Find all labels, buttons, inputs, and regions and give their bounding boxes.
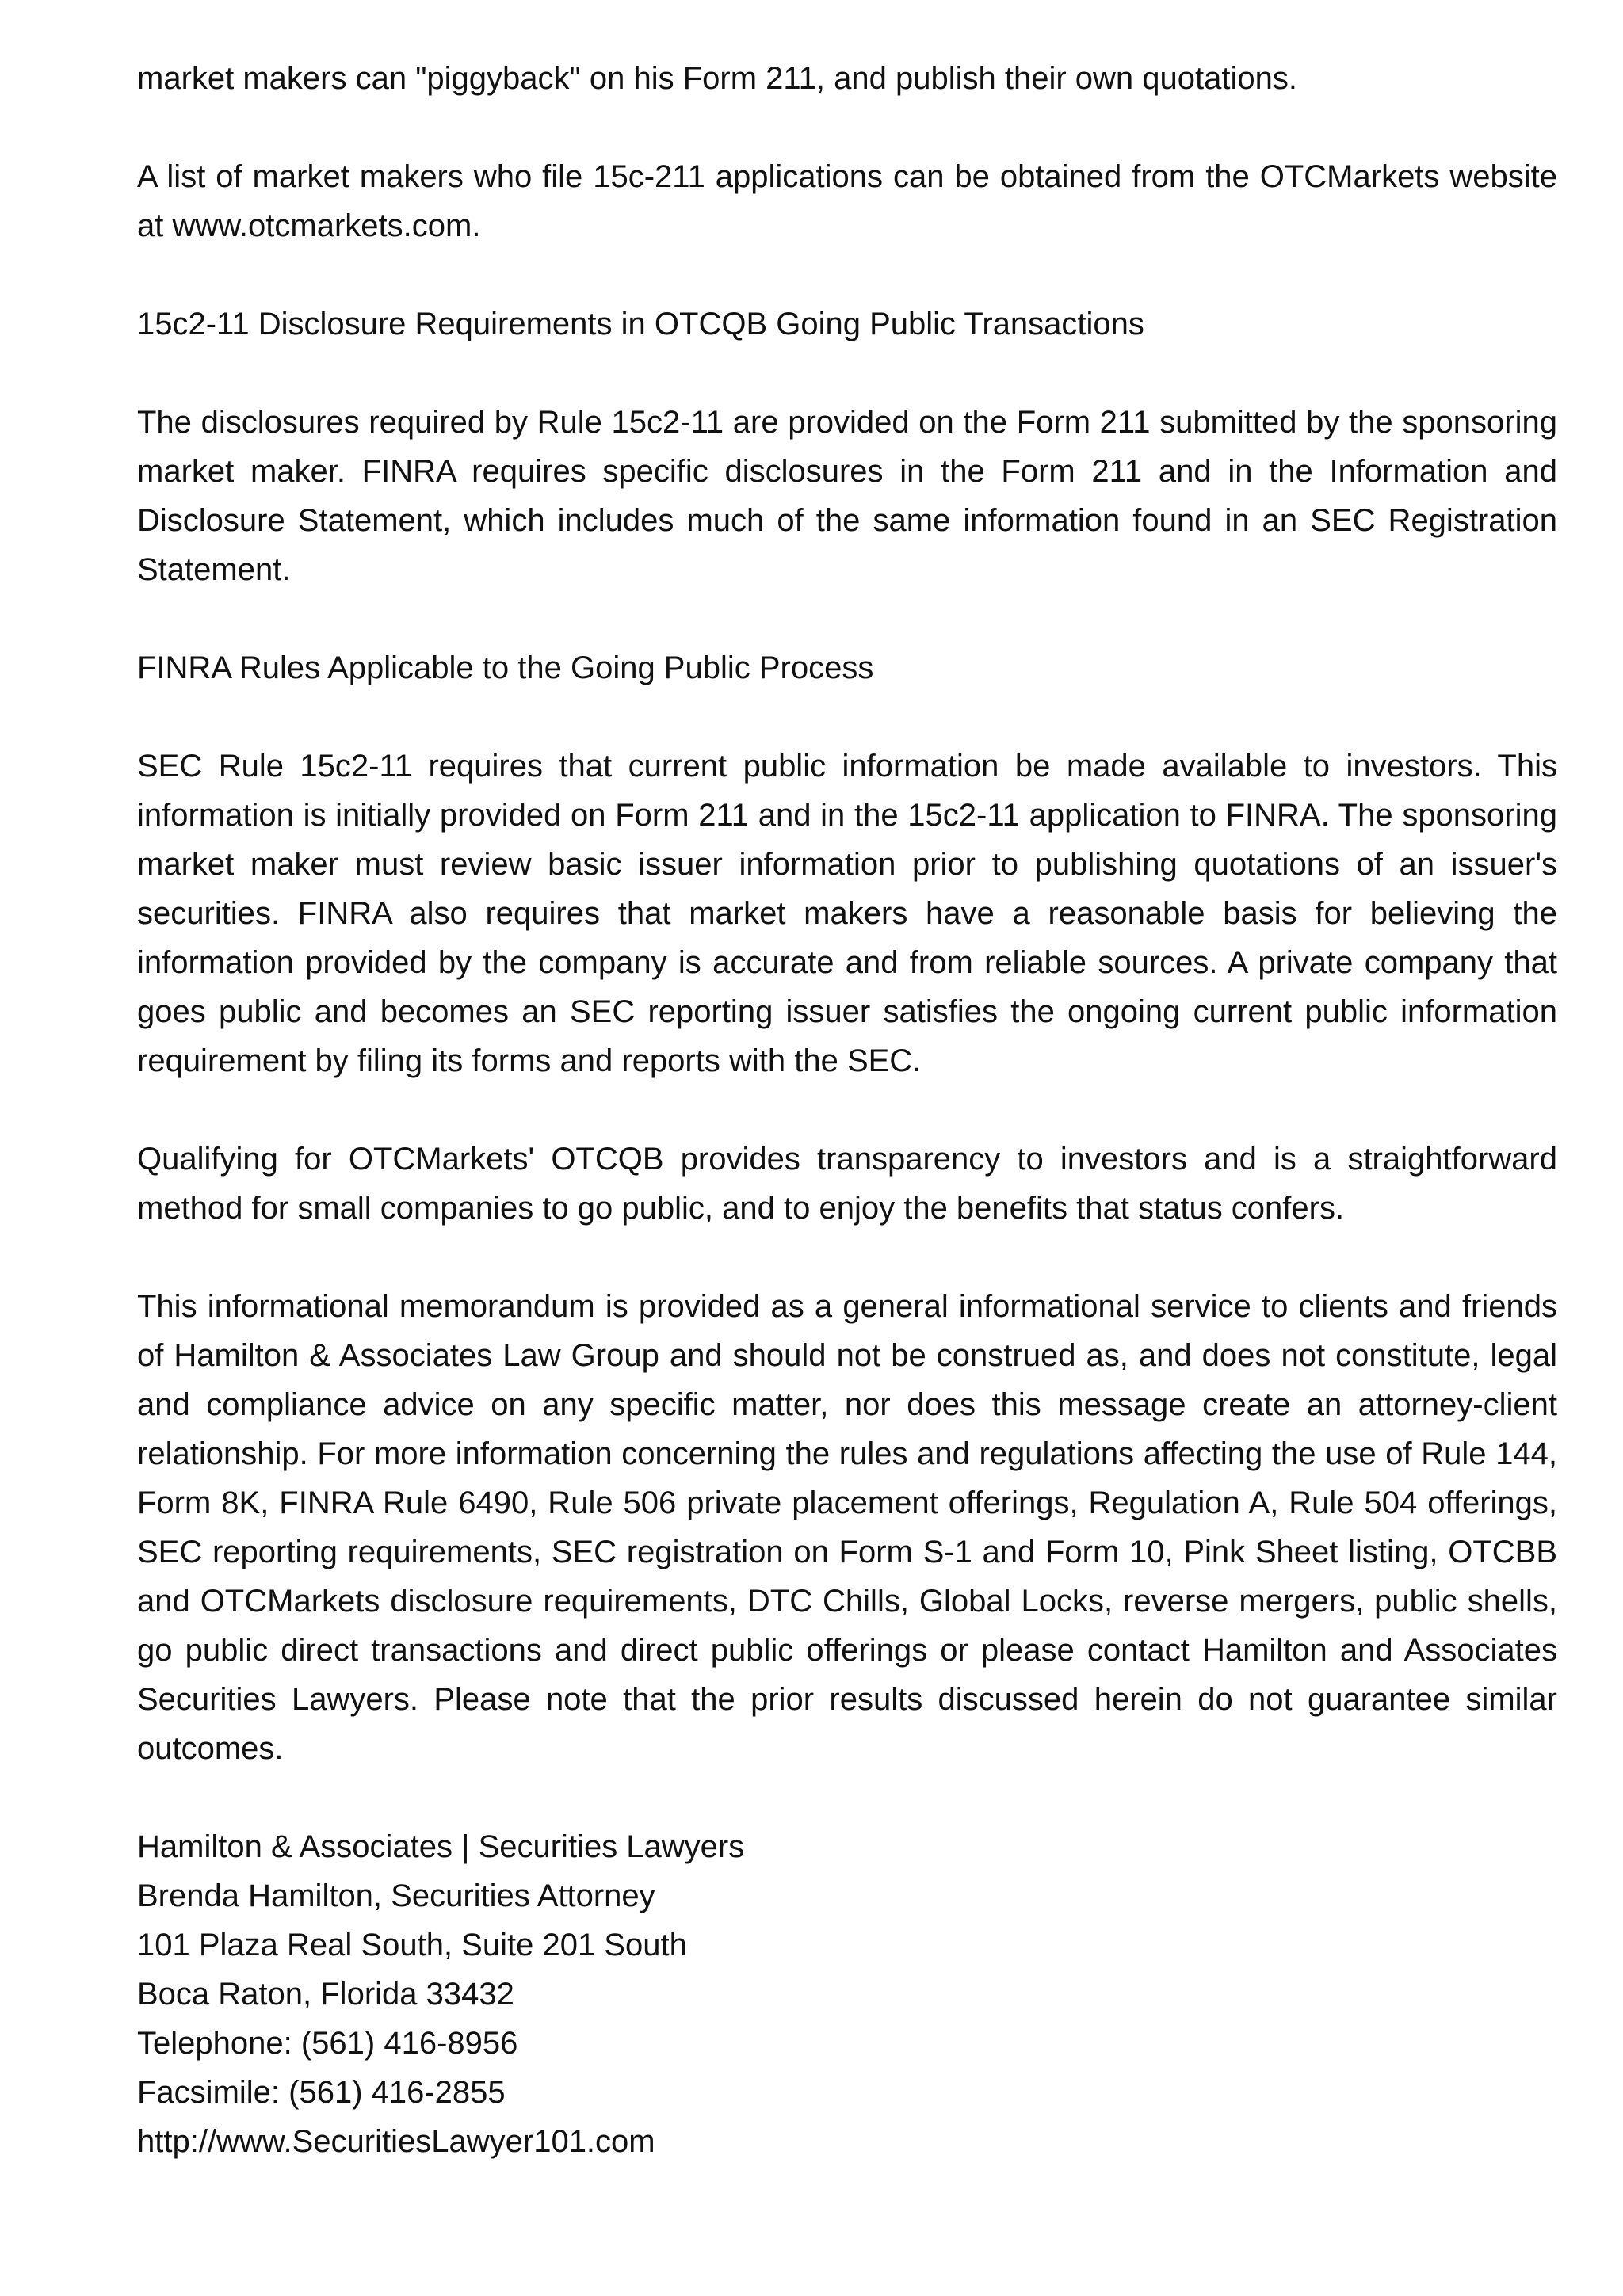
paragraph-sec-rule-15c2-11: SEC Rule 15c2-11 requires that current public information be made available to investors. This information is initially provided on Form 211 and in the 15c2-11 application to FINRA. The sponsoring market maker must review basic issuer information prior to publishing quotations of an issuer's securities. FINRA also requires that market makers have a reasonable basis for believing the information provided by the company is accurate and from reliable sources. A private company that goes public and becomes an SEC reporting issuer satisfies the ongoing current public information requirement by filing its forms and reports with the SEC.: [137, 749, 1557, 1078]
contact-firm-name: Hamilton & Associates | Securities Lawyers: [137, 1829, 745, 1864]
contact-attorney-name: Brenda Hamilton, Securities Attorney: [137, 1878, 655, 1913]
paragraph-piggyback: market makers can "piggyback" on his Form 211, and publish their own quotations.: [137, 61, 1297, 96]
section-heading-finra-rules: FINRA Rules Applicable to the Going Public Process: [137, 650, 874, 685]
contact-telephone: Telephone: (561) 416-8956: [137, 2026, 518, 2061]
contact-facsimile: Facsimile: (561) 416-2855: [137, 2075, 506, 2110]
contact-block: [137, 1822, 1557, 2166]
contact-address-line-2: Boca Raton, Florida 33432: [137, 1977, 514, 2012]
paragraph-market-maker-list: A list of market makers who file 15c-211 applications can be obtained from the OTCMarkets website at www.otcmarkets.com.: [137, 159, 1557, 243]
document-page: [137, 54, 1557, 2166]
contact-address-line-1: 101 Plaza Real South, Suite 201 South: [137, 1928, 687, 1962]
paragraph-disclosures-required: The disclosures required by Rule 15c2-11 are provided on the Form 211 submitted by the sponsoring market maker. FINRA requires specific disclosures in the Form 211 and in the Information and Disclosure Statement, which includes much of the same information found in an SEC Registration Statement.: [137, 405, 1557, 587]
paragraph-disclaimer: This informational memorandum is provided as a general informational service to clients and friends of Hamilton & Associates Law Group and should not be construed as, and does not constitute, legal and compliance advice on any specific matter, nor does this message create an attorney-client relationship. For more information concerning the rules and regulations affecting the use of Rule 144, Form 8K, FINRA Rule 6490, Rule 506 private placement offerings, Regulation A, Rule 504 offerings, SEC reporting requirements, SEC registration on Form S-1 and Form 10, Pink Sheet listing, OTCBB and OTCMarkets disclosure requirements, DTC Chills, Global Locks, reverse mergers, public shells, go public direct transactions and direct public offerings or please contact Hamilton and Associates Securities Lawyers. Please note that the prior results discussed herein do not guarantee similar outcomes.: [137, 1289, 1557, 1766]
paragraph-qualifying-otcqb: Qualifying for OTCMarkets' OTCQB provides transparency to investors and is a straightforward method for small companies to go public, and to enjoy the benefits that status confers.: [137, 1142, 1557, 1226]
section-heading-disclosure-requirements: 15c2-11 Disclosure Requirements in OTCQB Going Public Transactions: [137, 307, 1144, 341]
contact-website-link[interactable]: http://www.SecuritiesLawyer101.com: [137, 2124, 655, 2159]
